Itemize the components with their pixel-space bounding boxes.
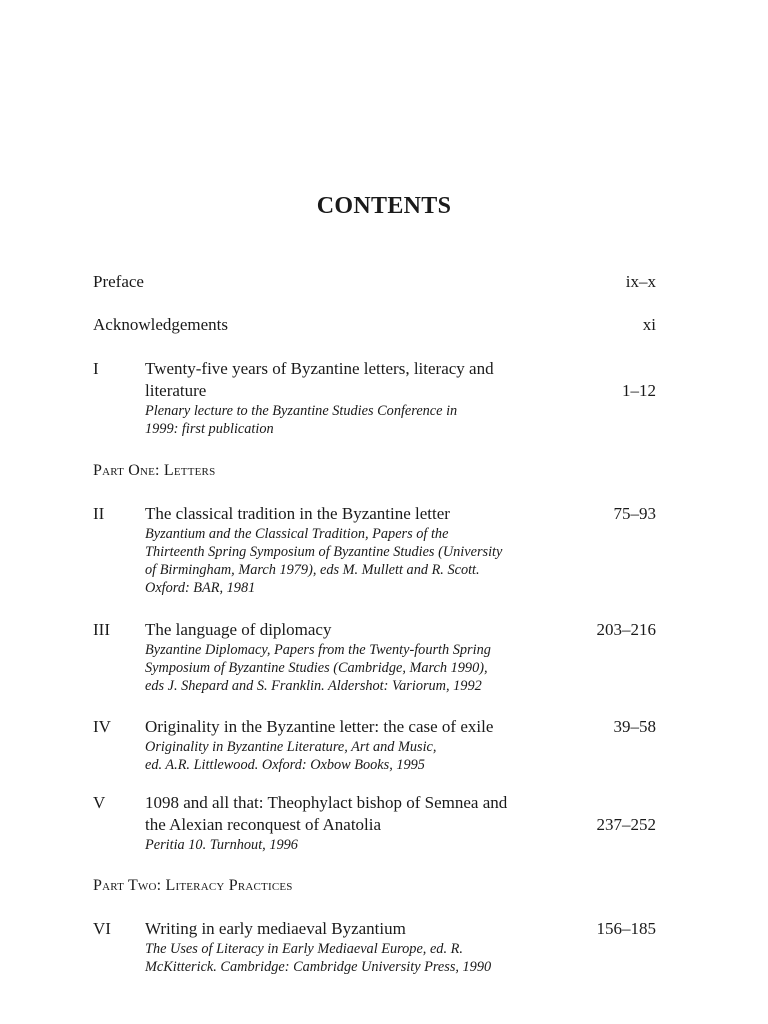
entry-citation-line: Byzantium and the Classical Tradition, Papers of the bbox=[145, 526, 449, 542]
entry-title-line: the Alexian reconquest of Anatolia bbox=[145, 815, 382, 834]
entry-body bbox=[145, 503, 565, 597]
toc-entry-title: Acknowledgements bbox=[93, 315, 229, 334]
toc-entry-title: Preface bbox=[93, 272, 144, 291]
entry-title-line: Twenty-five years of Byzantine letters, literacy and bbox=[145, 359, 494, 378]
entry-title-line: Originality in the Byzantine letter: the case of exile bbox=[145, 717, 494, 736]
toc-page-range: 39–58 bbox=[613, 717, 656, 736]
entry-citation-line: Symposium of Byzantine Studies (Cambridge, March 1990), bbox=[145, 660, 488, 676]
toc-page-range: xi bbox=[642, 315, 656, 334]
entry-citation-line: eds J. Shepard and S. Franklin. Aldershot: Variorum, 1992 bbox=[145, 678, 482, 694]
entry-citation-line: Oxford: BAR, 1981 bbox=[145, 580, 256, 596]
entry-numeral: IV bbox=[93, 717, 111, 736]
part-heading-one: Part One: Letters bbox=[93, 462, 216, 479]
entry-body bbox=[145, 792, 565, 854]
toc-page-range: 156–185 bbox=[596, 919, 656, 938]
entry-title-line: Writing in early mediaeval Byzantium bbox=[145, 919, 406, 938]
entry-title-line: literature bbox=[145, 381, 207, 400]
entry-numeral: I bbox=[93, 359, 99, 378]
page-title: CONTENTS bbox=[316, 193, 452, 219]
entry-citation-line: Peritia 10. Turnhout, 1996 bbox=[145, 837, 298, 853]
entry-citation-line: Thirteenth Spring Symposium of Byzantine Studies (University bbox=[145, 544, 503, 560]
entry-numeral: V bbox=[93, 793, 106, 812]
entry-body bbox=[145, 918, 565, 976]
entry-numeral: III bbox=[93, 620, 110, 639]
entry-body bbox=[145, 619, 565, 695]
toc-page-range: 1–12 bbox=[622, 381, 656, 400]
entry-citation-line: ed. A.R. Littlewood. Oxford: Oxbow Books, 1995 bbox=[145, 757, 425, 773]
toc-page-range: 75–93 bbox=[613, 504, 656, 523]
entry-citation-line: Plenary lecture to the Byzantine Studies Conference in bbox=[145, 403, 458, 419]
entry-citation-line: The Uses of Literacy in Early Mediaeval Europe, ed. R. bbox=[145, 941, 463, 957]
entry-body bbox=[145, 358, 565, 438]
entry-citation-line: 1999: first publication bbox=[145, 421, 274, 437]
entry-title-line: The classical tradition in the Byzantine letter bbox=[145, 504, 450, 523]
part-heading-two: Part Two: Literacy Practices bbox=[93, 877, 293, 894]
entry-numeral: II bbox=[93, 504, 105, 523]
entry-citation-line: Byzantine Diplomacy, Papers from the Twenty-fourth Spring bbox=[145, 642, 491, 658]
entry-title-line: 1098 and all that: Theophylact bishop of Semnea and bbox=[145, 793, 508, 812]
entry-citation-line: McKitterick. Cambridge: Cambridge University Press, 1990 bbox=[145, 959, 492, 975]
toc-page-range: ix–x bbox=[625, 272, 656, 291]
entry-citation-line: of Birmingham, March 1979), eds M. Mullett and R. Scott. bbox=[145, 562, 480, 578]
toc-page-range: 237–252 bbox=[596, 815, 656, 834]
entry-title-line: The language of diplomacy bbox=[145, 620, 332, 639]
entry-body bbox=[145, 716, 565, 774]
entry-citation-line: Originality in Byzantine Literature, Art and Music, bbox=[145, 739, 437, 755]
toc-page-range: 203–216 bbox=[596, 620, 656, 639]
entry-numeral: VI bbox=[93, 919, 111, 938]
